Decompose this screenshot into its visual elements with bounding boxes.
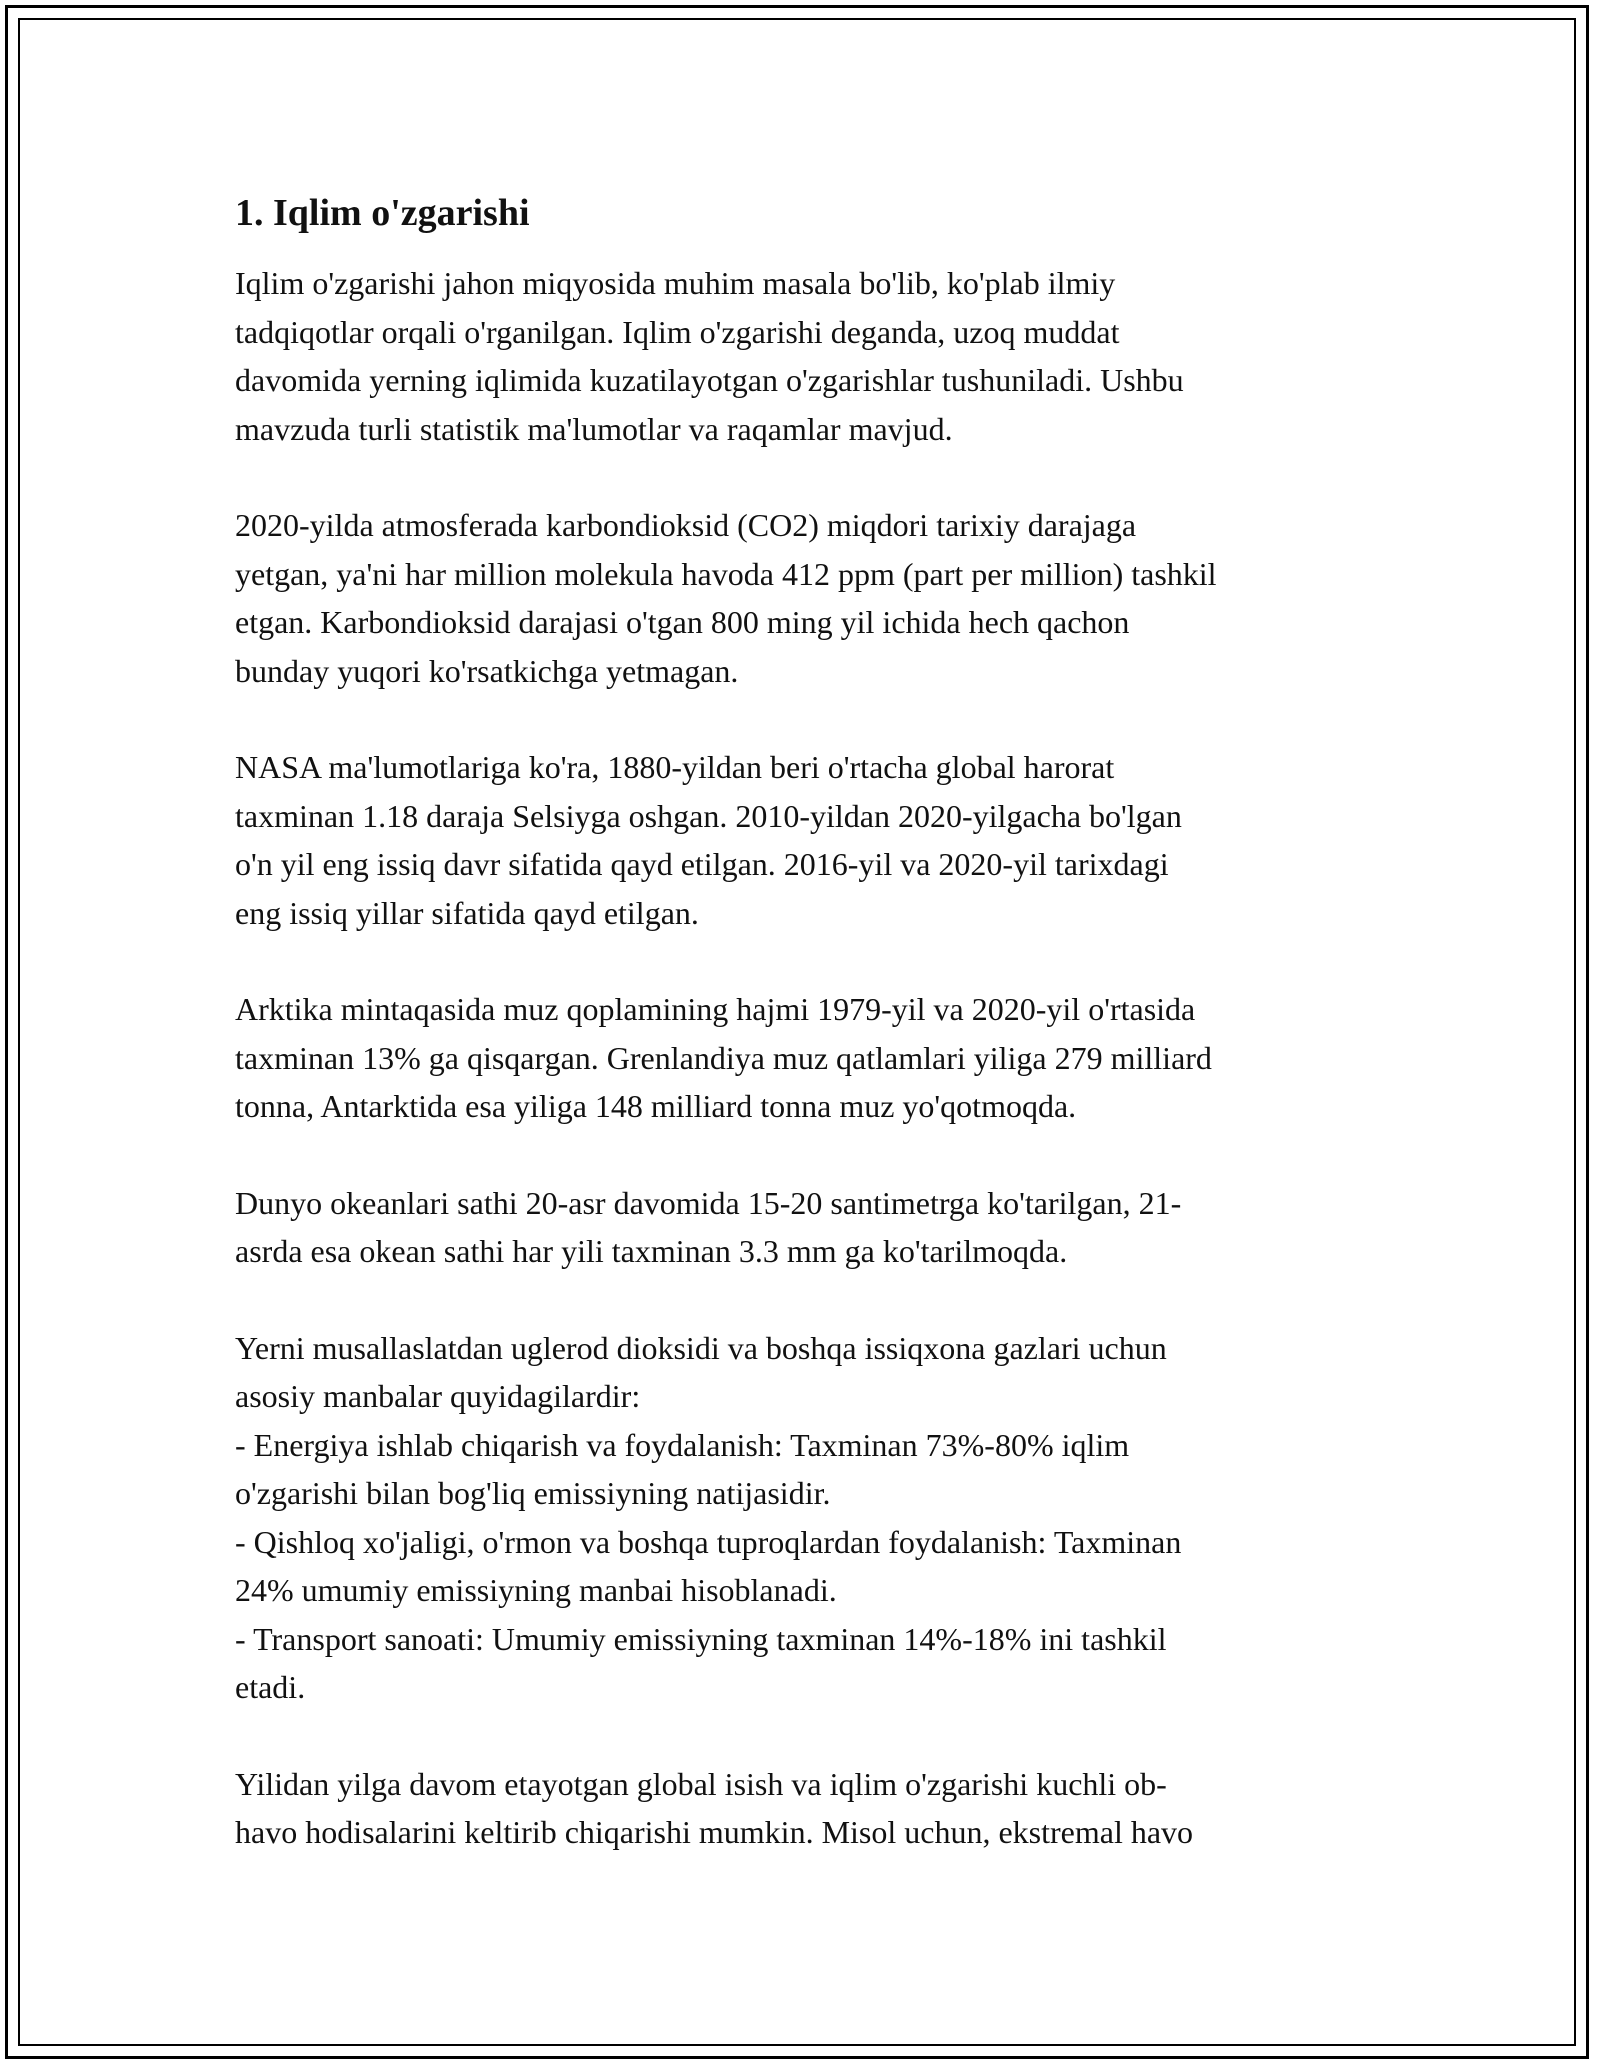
text-line: 2020-yilda atmosferada karbondioksid (CO2) miqdori tarixiy darajaga (235, 507, 1137, 543)
text-line: taxminan 1.18 daraja Selsiyga oshgan. 2010-yildan 2020-yilgacha bo'lgan (235, 797, 1182, 834)
text-line: Arktika mintaqasida muz qoplamining hajmi 1979-yil va 2020-yil o'rtasida (235, 991, 1196, 1027)
list-item-line: 24% umumiy emissiyning manbai hisoblanadi. (235, 1572, 837, 1608)
paragraph-co2 (235, 501, 1365, 695)
text-line: asrda esa okean sathi har yili taxminan 3.3 mm ga ko'tarilmoqda. (235, 1233, 1068, 1269)
text-line: eng issiq yillar sifatida qayd etilgan. (235, 894, 699, 931)
text-line: taxminan 13% ga qisqargan. Grenlandiya muz qatlamlari yiliga 279 milliard (235, 1039, 1212, 1076)
paragraph-intro (235, 259, 1365, 453)
text-line: NASA ma'lumotlariga ko'ra, 1880-yildan beri o'rtacha global harorat (235, 749, 1115, 785)
paragraph-closing (235, 1760, 1365, 1857)
text-line: havo hodisalarini keltirib chiqarishi mumkin. Misol uchun, ekstremal havo (235, 1814, 1194, 1850)
text-line: etgan. Karbondioksid darajasi o'tgan 800 ming yil ichida hech qachon (235, 604, 1130, 640)
text-line: Iqlim o'zgarishi jahon miqyosida muhim masala bo'lib, ko'plab ilmiy (235, 265, 1116, 301)
list-item-line: - Energiya ishlab chiqarish va foydalanish: Taxminan 73%-80% iqlim (235, 1426, 1130, 1463)
text-line: mavzuda turli statistik ma'lumotlar va raqamlar mavjud. (235, 410, 953, 447)
list-item-line: etadi. (235, 1669, 306, 1705)
emission-sources-list (235, 1324, 1365, 1712)
section-title: 1. Iqlim o'zgarishi (235, 192, 530, 234)
list-item-line: o'zgarishi bilan bog'liq emissiyning natijasidir. (235, 1475, 831, 1511)
text-line: tadqiqotlar orqali o'rganilgan. Iqlim o'zgarishi deganda, uzoq muddat (235, 313, 1120, 350)
document-body (235, 185, 1365, 1905)
list-item-line: - Qishloq xo'jaligi, o'rmon va boshqa tuproqlardan foydalanish: Taxminan (235, 1523, 1182, 1560)
text-line: o'n yil eng issiq davr sifatida qayd etilgan. 2016-yil va 2020-yil tarixdagi (235, 846, 1169, 882)
text-line: Yilidan yilga davom etayotgan global isish va iqlim o'zgarishi kuchli ob- (235, 1765, 1167, 1802)
list-item-line: - Transport sanoati: Umumiy emissiyning taxminan 14%-18% ini tashkil (235, 1620, 1167, 1657)
paragraph-sea-level (235, 1179, 1365, 1276)
text-line: yetgan, ya'ni har million molekula havoda 412 ppm (part per million) tashkil (235, 555, 1217, 592)
text-line: bunday yuqori ko'rsatkichga yetmagan. (235, 652, 739, 689)
text-line: tonna, Antarktida esa yiliga 148 milliard tonna muz yo'qotmoqda. (235, 1088, 1077, 1124)
paragraph-temperature (235, 743, 1365, 937)
paragraph-ice (235, 985, 1365, 1131)
list-intro-line: Yerni musallaslatdan uglerod dioksidi va boshqa issiqxona gazlari uchun (235, 1329, 1167, 1366)
list-intro-line: asosiy manbalar quyidagilardir: (235, 1378, 641, 1414)
text-line: davomida yerning iqlimida kuzatilayotgan o'zgarishlar tushuniladi. Ushbu (235, 362, 1184, 398)
text-line: Dunyo okeanlari sathi 20-asr davomida 15-20 santimetrga ko'tarilgan, 21- (235, 1184, 1182, 1221)
